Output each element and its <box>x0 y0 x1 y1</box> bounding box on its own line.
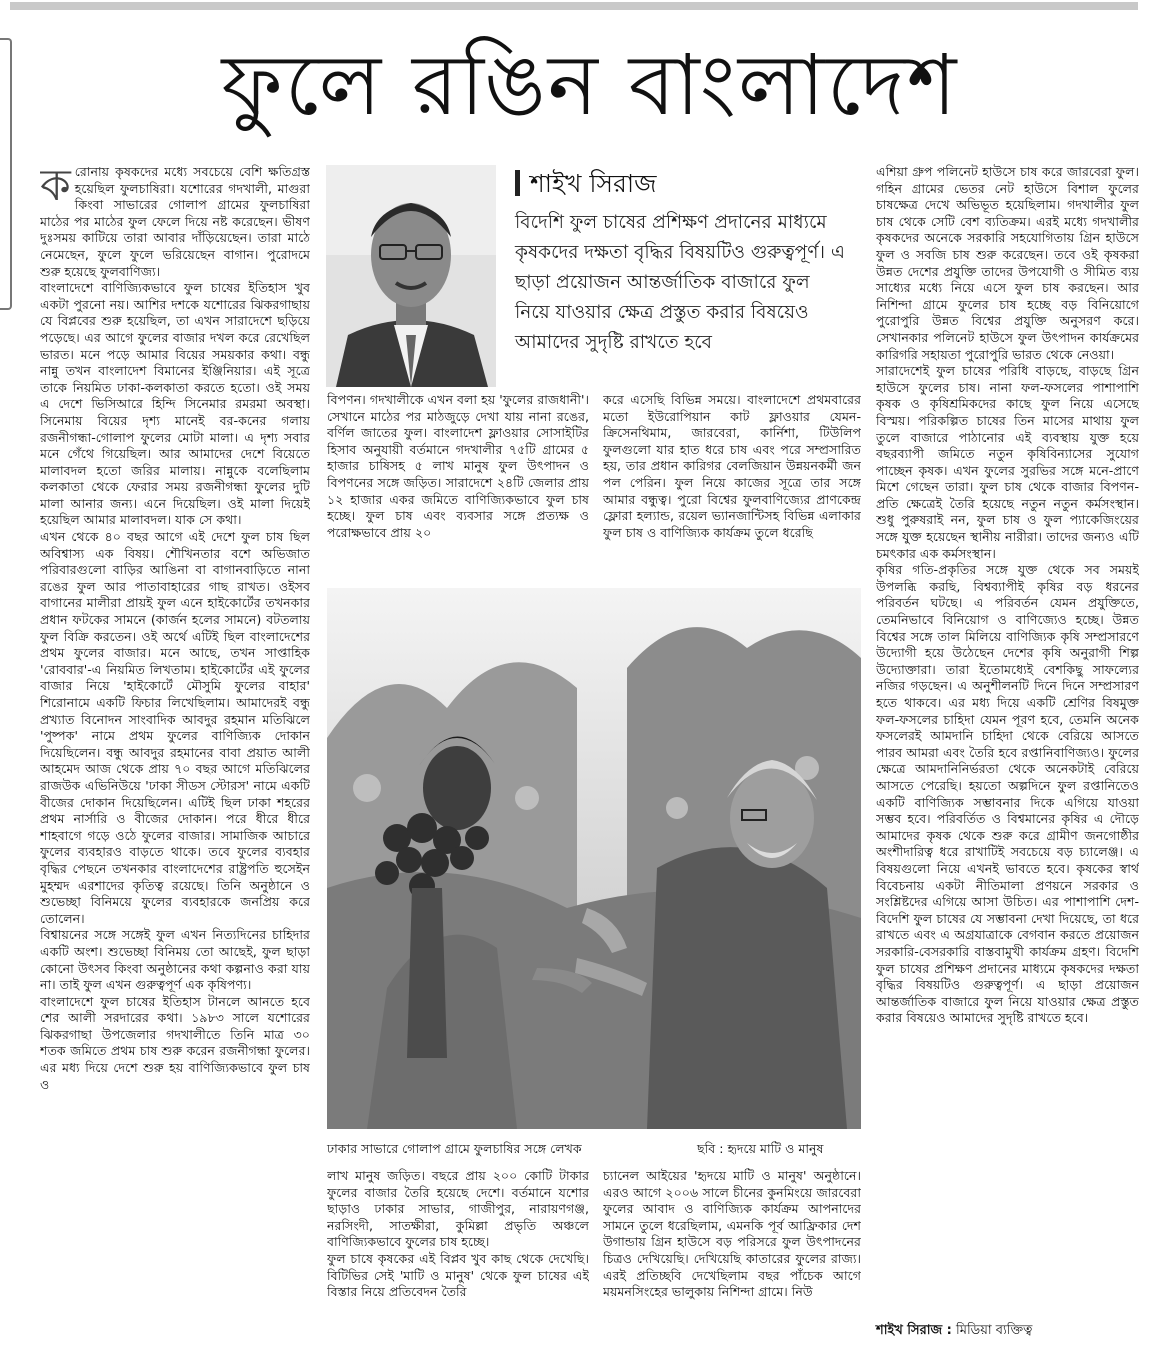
paragraph: বাংলাদেশে ফুল চাষের ইতিহাস টানলে আনতে হবে শের আলী সরদারের কথা। ১৯৮৩ সালে যশোরের ঝিকরগাছা উপজেলার গদখালীতে তিনি মাত্র ৩০ শতক জমিতে প্রথম চাষ শুরু করেন রজনীগন্ধা ফুলের। এর মধ্য দিয়ে দেশে শুরু হয় বাণিজ্যিকভাবে ফুল চাষ ও <box>40 993 310 1092</box>
paragraph: বিপণন। গদখালীকে এখন বলা হয় 'ফুলের রাজধানী'। সেখানে মাঠের পর মাঠজুড়ে দেখা যায় নানা রঙের, বর্ণিল জাতের ফুল। বাংলাদেশ ফ্লাওয়ার সোসাইটির হিসাব অনুযায়ী বর্তমানে গদখালীর ৭৫টি গ্রামের ৫ হাজার চাষিসহ ৫ লাখ মানুষ ফুল উৎপাদন ও বিপণনের সঙ্গে জড়িত। সারাদেশে ২৪টি জেলার প্রায় ১২ হাজার একর জমিতে বাণিজ্যিকভাবে ফুল চাষ হচ্ছে। ফুল চাষ এবং ব্যবসার সঙ্গে প্রত্যক্ষ ও পরোক্ষভাবে প্রায় ২০ <box>327 392 589 540</box>
author-note-name: শাইখ সিরাজ : <box>876 1323 952 1338</box>
paragraph: করোনায় কৃষকদের মধ্যে সবচেয়ে বেশি ক্ষতিগ্রস্ত হয়েছিল ফুলচাষিরা। যশোরের গদখালী, মাগুরা কিংবা সাভারের গোলাপ গ্রামের ফুলচাষিরা মাঠের পর মাঠের ফুল ফেলে দিয়ে নষ্ট করেছেন। ভীষণ দুঃসময় কাটিয়ে তারা আবার দাঁড়িয়েছেন। তারা মাঠে নেমেছেন, ফুলে ফুলে ভরিয়েছেন বাগান। পুরোদমে শুরু হয়েছে ফুলবাণিজ্য। <box>40 164 310 279</box>
photo-credit: ছবি : হৃদয়ে মাটি ও মানুষ <box>697 1141 824 1156</box>
paragraph: ফুল চাষে কৃষকের এই বিপ্লব খুব কাছ থেকে দেখেছি। বিটিভির সেই 'মাটি ও মানুষ' থেকে ফুল চাষের এই বিস্তার নিয়ে প্রতিবেদন তৈরি <box>327 1250 589 1300</box>
author-portrait <box>326 165 496 387</box>
pull-quote: বিদেশি ফুল চাষের প্রশিক্ষণ প্রদানের মাধ্যমে কৃষকদের দক্ষতা বৃদ্ধির বিষয়টিও গুরুত্বপূর্ণ। এ ছাড়া প্রয়োজন আন্তর্জাতিক বাজারে ফুল নিয়ে যাওয়ার ক্ষেত্র প্রস্তুত করার বিষয়েও আমাদের সুদৃষ্টি রাখতে হবে <box>515 212 845 353</box>
paragraph: করে এসেছি বিভিন্ন সময়ে। বাংলাদেশে প্রথমবারের মতো ইউরোপিয়ান কাট ফ্লাওয়ার যেমন- ক্রিসেনথিমাম, জারবেরা, কার্নিশা, টিউলিপ ফুলগুলো যার হাত ধরে চাষ এবং পরে সম্প্রসারিত হয়, তার প্রধান কারিগর বেলজিয়ান উন্নয়নকর্মী জন পল পেরিন। ফুল নিয়ে কাজের সূত্রে তার সঙ্গে আমার বন্ধুত্ব। পুরো বিশ্বের ফুলবাণিজ্যের প্রাণকেন্দ্র ফ্লোরা হল্যান্ড, রয়েল ভ্যানজান্টিসহ বিভিন্ন এলাকার ফুল চাষ ও বাণিজ্যিক কার্যক্রম তুলে ধরেছি <box>603 392 861 540</box>
paragraph: এখন থেকে ৪০ বছর আগে এই দেশে ফুল চাষ ছিল অবিশ্বাস্য এক বিষয়। শৌখিনতার বশে অভিজাত পরিবারগুলো বাড়ির আঙিনা বা বাগানবাড়িতে নানা রঙের ফুল আর পাতাবাহারের গাছ রাখত। ওইসব বাগানের মালীরা প্রায়ই ফুল এনে হাইকোর্টের তখনকার প্রধান ফটকের সামনে (কার্জন হলের সামনে) বটতলায় ফুল বিক্রি করতেন। ওই অর্থে এটিই ছিল বাংলাদেশের প্রথম ফুলের বাজার। মনে আছে, তখন সাপ্তাহিক 'রোববার'-এ নিয়মিত লিখতাম। হাইকোর্টের এই ফুলের বাজার নিয়ে 'হাইকোর্টে মৌসুমি ফুলের বাহার' শিরোনামে একটি ফিচার লিখেছিলাম। আমাদেরই বন্ধু প্রখ্যাত বিনোদন সাংবাদিক আবদুর রহমান মতিঝিলে 'পুষ্পক' নামে প্রথম ফুলের বাণিজ্যিক দোকান দিয়েছিলেন। বন্ধু আবদুর রহমানের বাবা প্রয়াত আলী আহমেদ আজ থেকে প্রায় ৭০ বছর আগে মতিঝিলের রাজউক এভিনিউয়ে 'ঢাকা সীডস স্টোরস' নামে একটি বীজের দোকান দিয়েছিলেন। এটিই ছিল ঢাকা শহরের প্রথম নার্সারি ও বীজের দোকান। পরে ধীরে ধীরে শাহবাগে গড়ে ওঠে ফুলের বাজার। সামাজিক আচারে ফুলের ব্যবহারও বাড়তে থাকে। তবে ফুলের ব্যবহার বৃদ্ধির পেছনে তখনকার বাংলাদেশের রাষ্ট্রপতি হুসেইন মুহম্মদ এরশাদের কৃতিত্ব রয়েছে। তিনি অনুষ্ঠানে ও শুভেচ্ছা বিনিময়ে ফুলের ব্যবহারকে জনপ্রিয় করে তোলেন। <box>40 529 310 926</box>
top-rule <box>10 2 1138 10</box>
paragraph: লাখ মানুষ জড়িত। বছরে প্রায় ২০০ কোটি টাকার ফুলের বাজার তৈরি হয়েছে দেশে। বর্তমানে যশোর ছাড়াও ঢাকার সাভার, গাজীপুর, নারায়ণগঞ্জ, নরসিংদী, সাতক্ষীরা, কুমিল্লা প্রভৃতি অঞ্চলে বাণিজ্যিকভাবে ফুলের চাষ হচ্ছে। <box>327 1168 589 1250</box>
article-photo <box>327 588 861 1129</box>
paragraph: বিশ্বায়নের সঙ্গে সঙ্গেই ফুল এখন নিত্যদিনের চাহিদার একটি অংশ। শুভেচ্ছা বিনিময় তো আছেই, ফুল ছাড়া কোনো উৎসব কিংবা অনুষ্ঠানের কথা কল্পনাও করা যায় না। তাই ফুল এখন গুরুত্বপূর্ণ এক কৃষিপণ্য। <box>40 927 310 993</box>
column-3-bottom <box>603 1168 861 1346</box>
photo-image <box>327 588 861 1129</box>
adjacent-article-edge <box>0 38 12 310</box>
column-1 <box>40 164 310 1344</box>
byline <box>515 168 656 200</box>
paragraph: চ্যানেল আইয়ের 'হৃদয়ে মাটি ও মানুষ' অনুষ্ঠানে। এরও আগে ২০০৬ সালে চীনের কুনমিংয়ে জারবেরা ফুলের আবাদ ও বাণিজ্যিক কার্যক্রম আপনাদের সামনে তুলে ধরেছিলাম, এমনকি পূর্ব আফ্রিকার দেশ উগান্ডায় গ্রিন হাউসে বড় পরিসরে ফুল উৎপাদনের চিত্রও দেখিয়েছি। দেখিয়েছি কাতারের ফুলের রাজ্য। এরই প্রতিচ্ছবি দেখেছিলাম বছর পাঁচেক আগে ময়মনসিংহের ভালুকায় নিশিন্দা গ্রামে। নিউ <box>603 1168 861 1300</box>
drop-cap: ক <box>40 164 71 211</box>
photo-caption: ঢাকার সাভারে গোলাপ গ্রামে ফুলচাষির সঙ্গে লেখক <box>327 1141 582 1156</box>
column-4 <box>876 164 1139 1314</box>
column-2-top <box>327 392 589 577</box>
paragraph: সারাদেশেই ফুল চাষের পরিধি বাড়ছে, বাড়ছে গ্রিন হাউসে ফুলের চাষ। নানা ফল-ফসলের পাশাপাশি কৃষক ও কৃষিশ্রমিকদের কাছে ফুল নিয়ে এসেছে বিস্ময়। পরিকল্পিত চাষের তিন মাসের মাথায় ফুল তুলে বাজারে পাঠানোর এই ব্যবস্থায় যুক্ত হয়ে বছরব্যাপী জমিতে নতুন কৃষিবিন্যাসের সুযোগ পাচ্ছেন কৃষক। এখন ফুলের সুরভির সঙ্গে মনে-প্রাণে মিশে গেছেন তারা। ফুল চাষ থেকে বাজার বিপণন- প্রতি ক্ষেত্রেই তৈরি হয়েছে নতুন নতুন কর্মসংস্থান। শুধু পুরুষরাই নন, ফুল চাষ ও ফুল প্যাকেজিংয়ের সঙ্গে যুক্ত হয়েছেন স্থানীয় নারীরা। তাদের জন্যও এটি চমৎকার এক কর্মসংস্থান। <box>876 363 1139 561</box>
byline-name: শাইখ সিরাজ <box>530 169 657 198</box>
paragraph: বাংলাদেশে বাণিজ্যিকভাবে ফুল চাষের ইতিহাস খুব একটা পুরনো নয়। আশির দশকে যশোরের ঝিকরগাছায় যে বিপ্লবের শুরু হয়েছিল, তা এখন সারাদেশে ছড়িয়ে পড়েছে। এর আগে ফুলের বাজার দখল করে রেখেছিল ভারত। মনে পড়ে আমার বিয়ের সময়কার কথা। বন্ধু নান্নু তখন বাংলাদেশ বিমানের ইঞ্জিনিয়ার। এই সূত্রে তাকে নিয়মিত ঢাকা-কলকাতা করতে হতো। ওই সময় এ দেশে ভিসিআরে হিন্দি সিনেমার রমরমা অবস্থা। সিনেমায় বিয়ের দৃশ্য মানেই বর-কনের গলায় রজনীগন্ধা-গোলাপ ফুলের মোটা মালা। এ দৃশ্য সবার মনে গেঁথে গিয়েছিল। আর আমাদের দেশে বিয়েতে মালাবদল হতো জরির মালায়। নান্নুকে বলেছিলাম কলকাতা থেকে ফেরার সময় রজনীগন্ধা ফুলের দুটি মালা আনার জন্য। এনে দিয়েছিল। ওই মালা দিয়েই হয়েছিল আমার মালাবদল। যাক সে কথা। <box>40 280 310 528</box>
article-headline: ফুলে রঙিন বাংলাদেশ <box>221 36 959 134</box>
author-note-role: মিডিয়া ব্যক্তিত্ব <box>951 1323 1033 1338</box>
paragraph: এশিয়া গ্রুপ পলিনেট হাউসে চাষ করে জারবেরা ফুল। গহিন গ্রামের ভেতর নেট হাউসে বিশাল ফুলের চাষক্ষেত্র দেখে অভিভূত হয়েছিলাম। গদখালীর ফুল চাষ থেকে সেটি বেশ ব্যতিক্রম। এরই মধ্যে গদখালীর কৃষকদের অনেকে সরকারি সহযোগিতায় গ্রিন হাউসে ফুল ও সবজি চাষ শুরু করেছেন। তবে ওই কৃষকরা উন্নত দেশের প্রযুক্তি তাদের উপযোগী ও সীমিত ব্যয় সাধ্যের মধ্যে নিয়ে এসে ফুল চাষ করছেন। আর নিশিন্দা গ্রামে ফুলের চাষ হচ্ছে বড় বিনিয়োগে পুরোপুরি উন্নত বিশ্বের প্রযুক্তি অনুসরণ করে। সেখানকার পলিনেট হাউসে ফুল উৎপাদন কার্যক্রমের কারিগরি সহায়তা পুরোপুরি ভারত থেকে নেওয়া। <box>876 164 1139 362</box>
byline-bar <box>515 170 520 196</box>
paragraph: কৃষির গতি-প্রকৃতির সঙ্গে যুক্ত থেকে সব সময়ই উপলব্ধি করছি, বিশ্বব্যাপীই কৃষির বড় ধরনের পরিবর্তন ঘটছে। এ পরিবর্তন যেমন প্রযুক্তিতে, তেমনিভাবে বিনিয়োগ ও বাণিজ্যেও হচ্ছে। উন্নত বিশ্বের সঙ্গে তাল মিলিয়ে বাণিজ্যিক কৃষি সম্প্রসারণে উদ্যোগী হয়ে উঠেছেন দেশের কৃষি অনুরাগী শিল্প উদ্যোক্তারা। তারা ইতোমধ্যেই বেশকিছু সাফল্যের নজির গড়ছেন। এ অনুশীলনটি দিনে দিনে সম্প্রসারণ হতে থাকবে। এর মধ্য দিয়ে একটি শ্রেণির বিষমুক্ত ফল-ফসলের চাহিদা যেমন পূরণ হবে, তেমনি অনেক ফসলেরই আমদানি চাহিদা থেকে বেরিয়ে আসতে পারব আমরা এবং তৈরি হবে রপ্তানিবাণিজ্যও। ফুলের ক্ষেত্রে আমদানিনির্ভরতা থেকে অনেকটাই বেরিয়ে আসতে পেরেছি। হয়তো অল্পদিনে ফুল রপ্তানিতেও একটি বাণিজ্যিক সম্ভাবনার দিকে এগিয়ে যাওয়া সম্ভব হবে। পরিবর্তিত ও বিশ্বমানের কৃষির এ দৌড়ে আমাদের কৃষক থেকে শুরু করে গ্রামীণ জনগোষ্ঠীর অংশীদারিত্ব ধরে রাখাটিই সবচেয়ে বড় চ্যালেঞ্জ। এ বিষয়গুলো নিয়ে এখনই ভাবতে হবে। কৃষকের স্বার্থ বিবেচনায় একটা নীতিমালা প্রণয়নে সরকার ও সংশ্লিষ্টদের এগিয়ে আসা উচিত। এর পাশাপাশি দেশ-বিদেশি ফুল চাষের যে সম্ভাবনা দেখা দিয়েছে, তা ধরে রাখতে এবং এ অগ্রযাত্রাকে বেগবান করতে প্রয়োজন সরকারি-বেসরকারি বাস্তবামুখী কার্যক্রম গ্রহণ। বিদেশি ফুল চাষের প্রশিক্ষণ প্রদানের মাধ্যমে কৃষকদের দক্ষতা বৃদ্ধির বিষয়টিও গুরুত্বপূর্ণ। এ ছাড়া প্রয়োজন আন্তর্জাতিক বাজারে ফুল নিয়ে যাওয়ার ক্ষেত্র প্রস্তুত করার বিষয়েও আমাদের সুদৃষ্টি রাখতে হবে। <box>876 562 1139 1026</box>
author-note <box>876 1323 1032 1339</box>
column-3-top <box>603 392 861 577</box>
portrait-image <box>326 165 496 387</box>
column-2-bottom <box>327 1168 589 1346</box>
